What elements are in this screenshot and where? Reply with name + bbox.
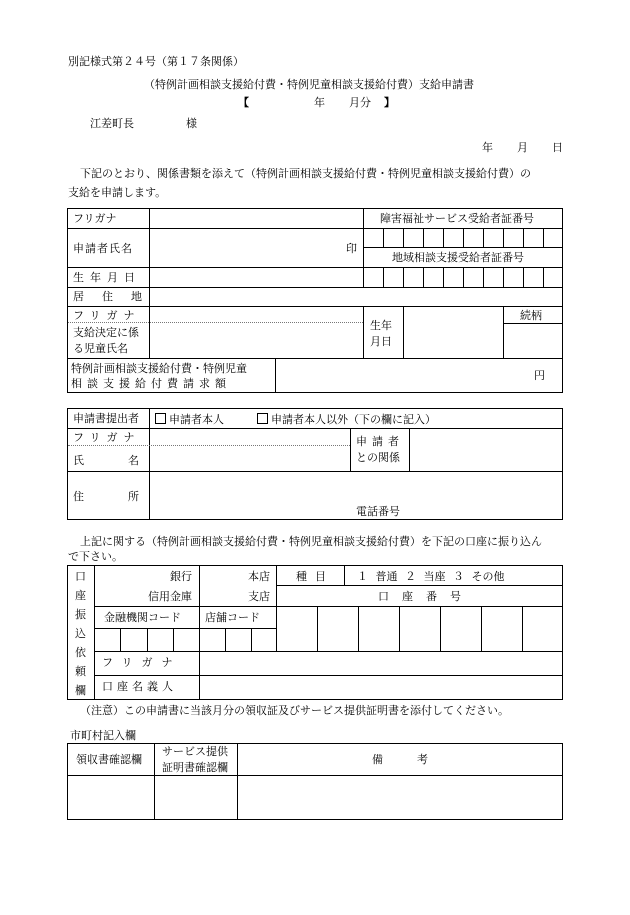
- credit-union-suffix: 信用金庫: [148, 590, 192, 603]
- addressee: 江差町長: [90, 117, 134, 130]
- head-office-suffix: 本店: [248, 570, 270, 583]
- intro-line-1: 下記のとおり、関係書類を添えて（特例計画相談支援給付費・特例児童相談支援給付費）の: [80, 167, 531, 180]
- submitter-relation-label-2: との関係: [356, 451, 400, 464]
- institution-code-label: 金融機関コード: [104, 611, 181, 624]
- date-day-label: 日: [552, 141, 563, 154]
- municipal-title: 市町村記入欄: [70, 729, 136, 742]
- side-char-3: 振: [75, 608, 86, 621]
- side-char-5: 依: [75, 646, 86, 659]
- claim-label-2: 相談支援給付費請求額: [71, 377, 231, 390]
- service-cert-label-2: 証明書確認欄: [162, 761, 228, 774]
- side-char-7: 欄: [75, 684, 86, 697]
- account-type-label: 種目: [296, 570, 334, 583]
- bank-suffix: 銀行: [170, 570, 192, 583]
- regional-cert-label: 地域相談支援受給者証番号: [392, 251, 524, 264]
- transfer-line-1: 上記に関する（特例計画相談支援給付費・特例児童相談支援給付費）を下記の口座に振り込ん: [80, 535, 542, 548]
- child-birth-label-2: 月日: [370, 335, 392, 348]
- address-label: 居住地: [73, 290, 160, 303]
- period-open-bracket: 【: [238, 96, 249, 109]
- date-year-label: 年: [482, 141, 493, 154]
- relation-label: 続柄: [520, 309, 542, 322]
- checkbox-self[interactable]: [155, 413, 166, 424]
- attachment-note: （注意）この申請書に当該月分の領収証及びサービス提供証明書を添付してください。: [80, 704, 509, 717]
- intro-line-2: 支給を申請します。: [68, 186, 167, 199]
- side-char-1: 口: [75, 570, 86, 583]
- form-number: 別記様式第２４号（第１７条関係）: [68, 55, 244, 68]
- date-month-label: 月: [517, 141, 528, 154]
- period-year-label: 年: [314, 96, 325, 109]
- period-month-label: 月分: [349, 96, 371, 109]
- holder-furigana-label: フリガナ: [102, 656, 182, 669]
- side-char-6: 頼: [75, 665, 86, 678]
- submitter-label: 申請書提出者: [73, 412, 139, 425]
- phone-label: 電話番号: [356, 505, 400, 518]
- checkbox-other[interactable]: [257, 413, 268, 424]
- option-self[interactable]: 申請者本人: [155, 413, 224, 425]
- form-title: （特例計画相談支援給付費・特例児童相談支援給付費）支給申請書: [144, 78, 474, 91]
- birthdate-label: 生年月日: [73, 271, 141, 284]
- side-char-2: 座: [75, 589, 86, 602]
- yen-unit: 円: [534, 369, 545, 382]
- claim-label-1: 特例計画相談支援給付費・特例児童: [71, 362, 247, 375]
- submitter-address-label: 住所: [73, 490, 183, 503]
- child-birth-label-1: 生年: [370, 319, 392, 332]
- child-furigana-label: フリガナ: [73, 309, 141, 322]
- account-holder-label: 口座名義人: [102, 680, 177, 693]
- seal-label: 印: [346, 242, 357, 255]
- side-char-4: 込: [75, 627, 86, 640]
- service-cert-label-1: サービス提供: [162, 745, 228, 758]
- transfer-line-2: で下さい。: [68, 550, 123, 563]
- child-name-label-1: 支給決定に係: [73, 326, 139, 339]
- account-type-options: １ 普通 ２ 当座 ３ その他: [357, 570, 505, 583]
- furigana-label: フリガナ: [73, 212, 117, 225]
- addressee-honorific: 様: [186, 117, 197, 130]
- account-number-label: 口座番号: [378, 590, 474, 603]
- submitter-furigana-label: フリガナ: [73, 431, 141, 444]
- submitter-relation-label-1: 申請者: [356, 435, 404, 448]
- branch-suffix: 支店: [248, 590, 270, 603]
- child-name-label-2: る児童氏名: [73, 342, 128, 355]
- option-other[interactable]: 申請者本人以外（下の欄に記入）: [257, 413, 436, 425]
- disability-cert-label: 障害福祉サービス受給者証番号: [380, 212, 534, 225]
- applicant-name-label: 申請者氏名: [73, 242, 133, 255]
- remarks-label: 備考: [372, 753, 462, 766]
- receipt-check-label: 領収書確認欄: [76, 753, 142, 766]
- branch-code-label: 店舗コード: [205, 611, 260, 624]
- period-close-bracket: 】: [384, 96, 395, 109]
- submitter-name-label: 氏名: [73, 454, 183, 467]
